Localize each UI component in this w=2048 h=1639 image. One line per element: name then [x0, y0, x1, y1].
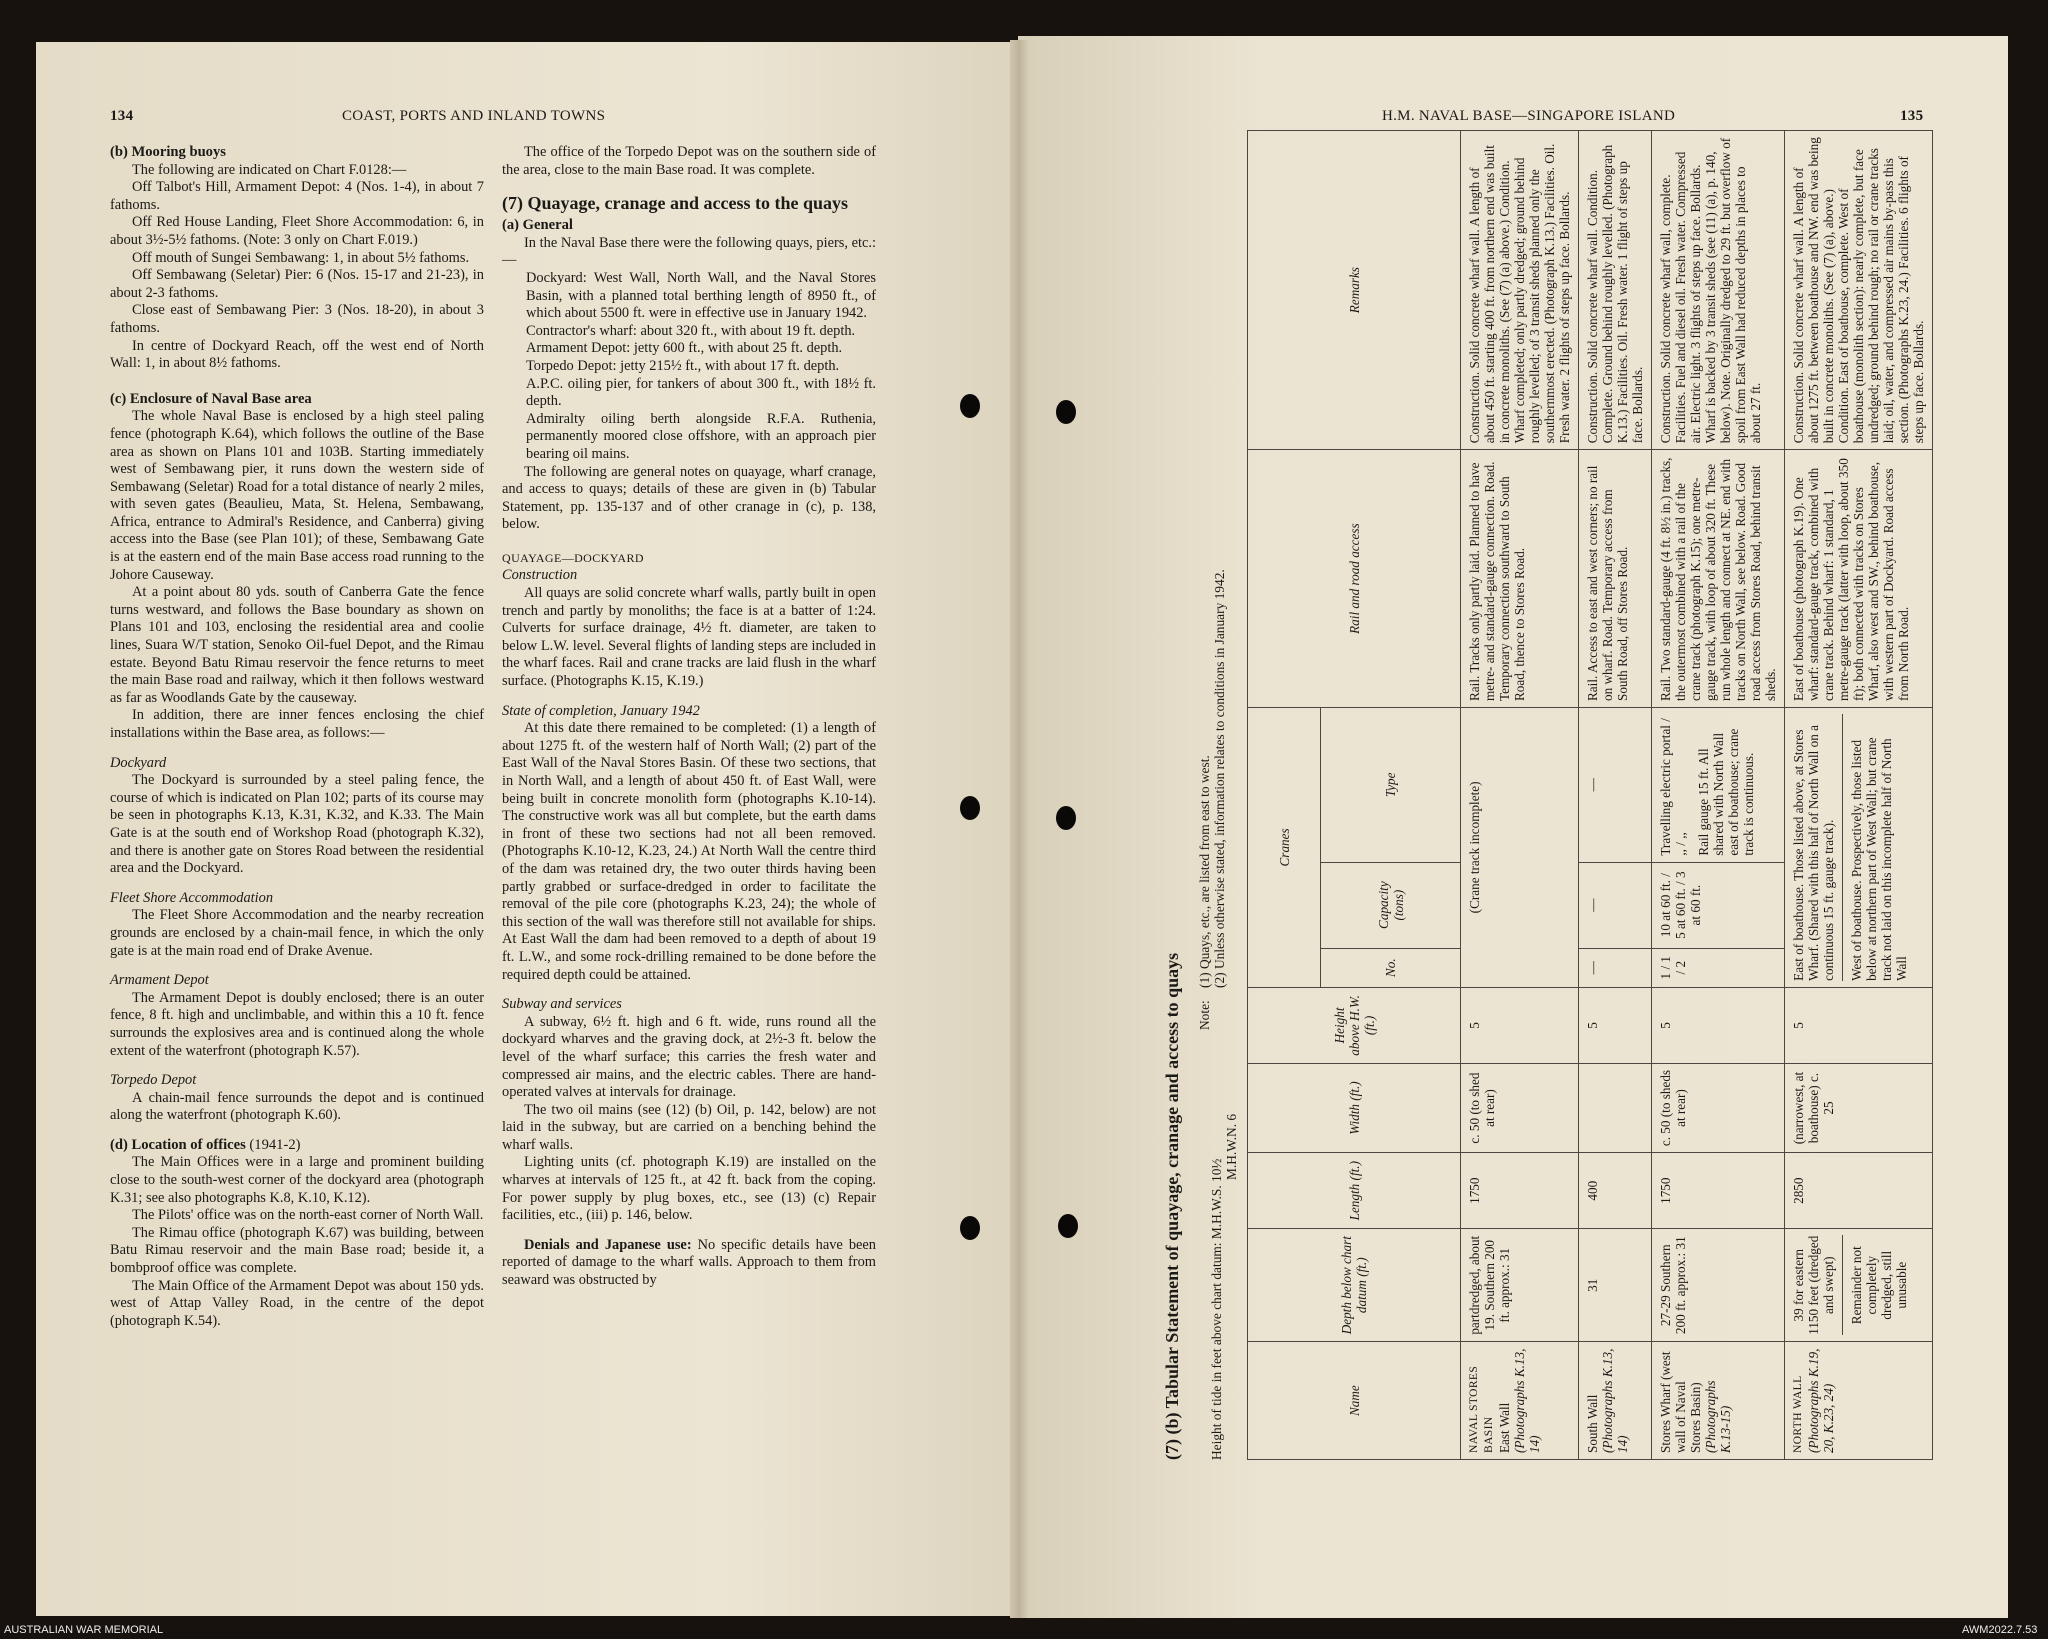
left-column-2	[502, 144, 876, 1290]
row-group: NORTH WALL	[1792, 1375, 1804, 1453]
row-width: c. 50 (to shed at rear)	[1461, 1063, 1579, 1152]
row-crane-no: 1 / 1 / 2	[1652, 948, 1785, 987]
row-length: 1750	[1652, 1153, 1785, 1229]
fleet-shore-text: The Fleet Shore Accommodation and the nearby recreation grounds are enclosed by a chain-mail fence, in which the only gate is at the main road end of Drake Avenue.	[110, 907, 484, 959]
row-name: East Wall	[1497, 1402, 1512, 1453]
row-height: 5	[1461, 987, 1579, 1063]
binder-hole	[960, 1216, 980, 1240]
footer-left: AUSTRALIAN WAR MEMORIAL	[4, 1624, 164, 1636]
row-rail: Rail. Access to east and west corners; no rail on wharf. Road. Temporary access from South Road, off Stores Road.	[1579, 450, 1652, 708]
mooring-line: In centre of Dockyard Reach, off the west end of North Wall: 1, in about 8½ fathoms.	[110, 337, 484, 372]
row-width	[1579, 1063, 1652, 1152]
binder-hole	[960, 796, 980, 820]
binder-hole	[1058, 1214, 1078, 1238]
row-remarks: Construction. Solid concrete wharf wall. A length of about 450 ft. starting 400 ft. from northern end was built in concrete monoliths. (See (7) (a) above.) Condition. Wharf completed; only partly dredged; ground behind roughly levelled; of 3 transit sheds planned only the southernmost erected. (Photograph K.13.) Facilities. Oil. Fresh water. 2 flights of steps up face. Bollards.	[1461, 131, 1579, 450]
row-depth: partdredged, about 19. Southern 200 ft. approx.: 31	[1461, 1229, 1579, 1342]
row-length: 1750	[1461, 1153, 1579, 1229]
row-crane-capacity: 10 at 60 ft. / 5 at 60 ft. / 3 at 60 ft.	[1652, 862, 1785, 948]
mooring-line: Close east of Sembawang Pier: 3 (Nos. 18-20), in about 3 fathoms.	[110, 302, 484, 336]
col-header-cranes: Cranes	[1248, 708, 1321, 988]
mooring-line: Off Talbot's Hill, Armament Depot: 4 (Nos. 1-4), in about 7 fathoms.	[110, 179, 484, 213]
quayage-table	[1247, 130, 1933, 1460]
row-depth: 31	[1579, 1229, 1652, 1342]
row-name-cell	[1461, 1342, 1579, 1460]
table-row	[1785, 131, 1933, 1460]
quay-item: Admiralty oiling berth alongside R.F.A. Ruthenia, permanently moored close offshore, with an approach pier bearing oil mains.	[526, 410, 876, 462]
quay-item: A.P.C. oiling pier, for tankers of about 300 ft., with 18½ ft. depth.	[526, 375, 876, 410]
quay-item: Contractor's wharf: about 320 ft., with about 19 ft. depth.	[526, 322, 856, 339]
dockyard-heading: Dockyard	[110, 754, 167, 771]
right-running-head: H.M. NAVAL BASE—SINGAPORE ISLAND	[1382, 108, 1676, 124]
offices-para: The Main Office of the Armament Depot was about 150 yds. west of Attap Valley Road, in the centre of the depot (photograph K.54).	[110, 1277, 484, 1329]
col-header-name: Name	[1248, 1342, 1461, 1460]
offices-para: The Rimau office (photograph K.67) was building, between Batu Rimau reservoir and the main Base road; beside it, a bombproof office was complete.	[110, 1224, 484, 1277]
mooring-line: The following are indicated on Chart F.0128:—	[132, 161, 407, 178]
col-header-crane-type: Type	[1321, 708, 1461, 863]
row-name-cell	[1785, 1342, 1933, 1460]
col-header-crane-capacity: Capacity (tons)	[1321, 862, 1461, 948]
note-1: (1) Quays, etc., are listed from east to west.	[1197, 755, 1212, 988]
mooring-line: Off Red House Landing, Fleet Shore Accommodation: 6, in about 3½-5½ fathoms. (Note: 3 only on Chart F.019.)	[110, 214, 484, 248]
table-row	[1652, 131, 1785, 1460]
note-2: (2) Unless otherwise stated, information relates to conditions in January 1942.	[1212, 569, 1227, 988]
row-group: NAVAL STORES BASIN	[1468, 1365, 1495, 1453]
row-photo: (Photographs K.13, 14)	[1512, 1348, 1542, 1453]
subway-heading: Subway and services	[502, 996, 622, 1013]
col-header-height: Height above H.W. (ft.)	[1248, 987, 1461, 1063]
offices-heading-suffix: (1941-2)	[245, 1136, 301, 1153]
row-crane-no: —	[1579, 948, 1652, 987]
table-row	[1461, 131, 1579, 1460]
row-photo: (Photographs K.19, 20, K.23, 24)	[1806, 1348, 1836, 1453]
row-remarks: Construction. Solid concrete wharf wall, complete. Facilities. Fuel and diesel oil. Fresh water. Compressed air. Electric light. 3 flights of steps up face. Bollards. Wharf is backed by 3 transit sheds (see (11) (a), p. 140, below). Note. Originally dredged to 29 ft. but overflow of spoil from East Wall had reduced depths in places to about 27 ft.	[1652, 131, 1785, 450]
row-depth: 27-29 Southern 200 ft. approx.: 31	[1652, 1229, 1785, 1342]
dockyard-text: The Dockyard is surrounded by a steel paling fence, the course of which is indicated on Plan 102; parts of its course may be seen in photographs K.13, K.31, K.32, and K.33. The Main Gate is at the south end of Workshop Road (photograph K.32), and there is another gate on Stores Road between the residential area and the Dockyard.	[110, 772, 484, 877]
fleet-shore-heading: Fleet Shore Accommodation	[110, 889, 274, 906]
row-cranes-note: East of boathouse. Those listed above, at Stores Wharf. (Shared with this half of North Wall on a continuous 15 ft. gauge track).	[1791, 725, 1836, 981]
row-remarks: Construction. Solid concrete wharf wall. Condition. Complete. Ground behind roughly levelled. (Photograph K.13.) Facilities. Oil. Fresh water. 1 flight of steps up face. Bollards.	[1579, 131, 1652, 450]
book-spine	[1010, 40, 1028, 1618]
offices-heading-text: (d) Location of offices	[110, 1136, 246, 1153]
row-cranes-note-2: West of boathouse. Prospectively, those listed below at northern part of West Wall; but crane track not laid on this incomplete half of North Wall	[1842, 714, 1909, 981]
row-height: 5	[1579, 987, 1652, 1063]
row-height: 5	[1785, 987, 1933, 1063]
quayage-section-heading: (7) Quayage, cranage and access to the quays	[502, 193, 848, 214]
enclosure-para: At a point about 80 yds. south of Canberra Gate the fence turns westward, and follows the Base boundary as shown on Plans 101 and 103, enclosing the residential area and coolie lines, Suara W/T station, Senoko Oil-fuel Depot, and the Rimau estate. Beyond Batu Rimau reservoir the fence returns to meet the main Base road and railway, which it then follows westward as far as Woodlands Gate by the causeway.	[110, 584, 484, 706]
row-depth: 39 for eastern 1150 feet (dredged and swept)	[1791, 1235, 1836, 1335]
col-header-width: Width (ft.)	[1248, 1063, 1461, 1152]
offices-para: The Main Offices were in a large and prominent building close to the south-west corner of the dockyard area (photograph K.31; see also photographs K.8, K.10, K.12).	[110, 1154, 484, 1206]
row-photo: (Photographs K.13-15)	[1703, 1380, 1733, 1453]
right-page-number: 135	[1900, 108, 1924, 124]
row-length: 2850	[1785, 1153, 1933, 1229]
offices-heading	[110, 1137, 484, 1155]
row-name: South Wall	[1585, 1394, 1600, 1453]
tide-line-2: M.H.W.N. 6	[1224, 1113, 1239, 1180]
row-rail: East of boathouse (photograph K.19). One wharf: standard-gauge track, combined with crane track. Behind wharf: 1 standard, 1 metre-gauge track (latter with loop, about 350 ft); both connected with tracks on Stores Wharf, also west and SW., behind boathouse, with western part of Dockyard. Road access from North Road.	[1785, 450, 1933, 708]
row-name-cell	[1652, 1342, 1785, 1460]
torpedo-heading: Torpedo Depot	[110, 1072, 197, 1089]
row-height: 5	[1652, 987, 1785, 1063]
state-text: At this date there remained to be completed: (1) a length of about 1275 ft. of the western half of North Wall; (2) part of the East Wall of the Naval Stores Basin. Of these two sections, that in North Wall, and a length of about 450 ft. of East Wall, were being built in concrete monolith form (photographs K.10-14). The constructive work was all but complete, but the earth dams in front of these two sections had not all been removed. (Photographs K.10-12, K.23, 24.) At North Wall the centre third of the dam was retained dry, the two outer thirds having been partly grabbed or surface-dredged in order to facilitate the removal of the pile core (photographs K.23, 24); the whole of this section of the wall was therefore still not available for ships. At East Wall the dam had been removed to a depth of about 19 ft. L.W., and some rock-drilling remained to be done before the required depth could be attained.	[502, 720, 876, 983]
enclosure-heading: (c) Enclosure of Naval Base area	[110, 390, 312, 407]
armament-heading: Armament Depot	[110, 972, 209, 989]
row-depth-2: Remainder not completely dredged, still unusable	[1842, 1235, 1909, 1335]
torpedo-text: A chain-mail fence surrounds the depot and is continued along the waterfront (photograph K.60).	[110, 1089, 484, 1124]
tabular-statement	[1162, 130, 1945, 1460]
torpedo-office-text: The office of the Torpedo Depot was on the southern side of the area, close to the main Base road. It was complete.	[502, 144, 876, 178]
subway-para: Lighting units (cf. photograph K.19) are installed on the wharves at intervals of 125 ft., at 42 ft. back from the coping. For power supply by plug boxes, etc., see (13) (c) Repair facilities, etc., (iii) p. 146, below.	[502, 1154, 876, 1224]
table-header-row	[1248, 131, 1321, 1460]
row-rail: Rail. Tracks only partly laid. Planned to have metre- and standard-gauge connection. Road. Temporary connection southward to South Road, thence to Stores Road.	[1461, 450, 1579, 708]
denials-text: No specific details have been reported of damage to the wharf walls. Approach to them from seaward was obstructed by	[502, 1236, 877, 1289]
row-crane-type-cell	[1652, 708, 1785, 863]
offices-para: The Pilots' office was on the north-east corner of North Wall.	[132, 1207, 484, 1224]
denials-para	[502, 1237, 876, 1290]
left-page-number: 134	[110, 108, 134, 124]
construction-text: All quays are solid concrete wharf walls, partly built in open trench and partly by monoliths; the face is at a batter of 1:24. Culverts for surface drainage, 4½ ft. diameter, are taken to below L.W. level. Several flights of landing steps are included in the wharf faces. Rail and crane tracks are laid flush in the wharf surface. (Photographs K.15, K.19.)	[502, 585, 876, 690]
row-crane-type: —	[1579, 708, 1652, 863]
row-name-cell	[1579, 1342, 1652, 1460]
quay-item: Dockyard: West Wall, North Wall, and the Naval Stores Basin, with a planned total berthing length of 8950 ft., of which about 5500 ft. were in effective use in January 1942.	[526, 269, 876, 322]
general-heading: (a) General	[502, 217, 573, 234]
mooring-line: Off Sembawang (Seletar) Pier: 6 (Nos. 15-17 and 21-23), in about 2-3 fathoms.	[110, 267, 484, 301]
mooring-heading: (b) Mooring buoys	[110, 144, 226, 160]
binder-hole	[1056, 400, 1076, 424]
general-text: In the Naval Base there were the following quays, piers, etc.:—	[502, 234, 876, 269]
row-length: 400	[1579, 1153, 1652, 1229]
construction-heading: Construction	[502, 567, 578, 584]
table-row	[1579, 131, 1652, 1460]
state-heading: State of completion, January 1942	[502, 702, 700, 719]
binder-hole	[960, 394, 980, 418]
mooring-line: Off mouth of Sungei Sembawang: 1, in about 5½ fathoms.	[132, 249, 470, 266]
binder-hole	[1056, 806, 1076, 830]
denials-heading: Denials and Japanese use:	[524, 1236, 692, 1253]
enclosure-para: The whole Naval Base is enclosed by a high steel paling fence (photograph K.64), which follows the outline of the Base area as shown on Plans 101 and 103B. Starting immediately west of Sembawang pier, it runs down the western side of Sembawang (Seletar) Road for a total distance of nearly 2 miles, with seven gates (Beaulieu, Mata, St. Helena, Sembawang, Africa, entrance to Admiral's Residence, and Canberra) giving access into the Base (see Plan 101); of these, Sembawang Gate is at the eastern end of the main Base access road running to the Johore Causeway.	[110, 408, 484, 583]
left-running-head: COAST, PORTS AND INLAND TOWNS	[342, 108, 606, 124]
table-title: (7) (b) Tabular Statement of quayage, cranage and access to quays	[1162, 952, 1182, 1460]
footer-right: AWM2022.7.53	[1962, 1624, 2038, 1636]
row-photo: (Photographs K.13, 14)	[1600, 1348, 1630, 1453]
row-crane-capacity: —	[1579, 862, 1652, 948]
row-cranes-note: (Crane track incomplete)	[1461, 708, 1579, 988]
row-rail: Rail. Two standard-gauge (4 ft. 8½ in.) tracks, the outermost combined with a rail of the crane track (photograph K.15); one metre-gauge track, with loop of about 320 ft. These run whole length and connect at NE. end with tracks on North Wall, see below. Road. Good road access from Stores Road, behind transit sheds.	[1652, 450, 1785, 708]
quay-item: Torpedo Depot: jetty 215½ ft., with about 17 ft. depth.	[526, 357, 840, 374]
left-column-1	[110, 144, 484, 1330]
col-header-rail: Rail and road access	[1248, 450, 1461, 708]
row-remarks: Construction. Solid concrete wharf wall. A length of about 1275 ft. between boathouse and NW. end was being built in concrete monoliths. (See (7) (a), above.) Condition. East of boathouse, complete. West of boathouse (monolith section): nearly complete, but face undredged; ground behind rough; no rail or crane tracks laid; oil, water, and compressed air mains by-pass this section. (Photographs K.23, 24.) Facilities. 6 flights of steps up face. Bollards.	[1785, 131, 1933, 450]
enclosure-para: In addition, there are inner fences enclosing the chief installations within the Base area, as follows:—	[110, 707, 484, 741]
subway-para: The two oil mains (see (12) (b) Oil, p. 142, below) are not laid in the subway, but are carried on a benching behind the wharf walls.	[502, 1101, 876, 1153]
row-width: (narrowest, at boathouse) c. 25	[1785, 1063, 1933, 1152]
quay-item: Armament Depot: jetty 600 ft., with about 25 ft. depth.	[526, 340, 843, 357]
general-notes-text: The following are general notes on quayage, wharf cranage, and access to quays; details of these are given in (b) Tabular Statement, pp. 135-137 and of other cranage in (c), p. 138, below.	[502, 463, 876, 533]
col-header-depth: Depth below chart datum (ft.)	[1248, 1229, 1461, 1342]
col-header-crane-no: No.	[1321, 948, 1461, 987]
row-cranes-note: Rail gauge 15 ft. All shared with North Wall east of boathouse; crane track is continuous.	[1696, 728, 1756, 856]
quayage-dockyard-heading: QUAYAGE—DOCKYARD	[502, 550, 644, 565]
row-cranes-cell	[1785, 708, 1933, 988]
row-width: c. 50 (to sheds at rear)	[1652, 1063, 1785, 1152]
armament-text: The Armament Depot is doubly enclosed; there is an outer fence, 8 ft. high and unclimbable, and within this a 10 ft. fence surrounds the explosives area and is continued along the whole extent of the waterfront (photograph K.57).	[110, 989, 484, 1059]
note-label: Note:	[1197, 1000, 1212, 1030]
row-name: Stores Wharf (west wall of Naval Stores Basin)	[1658, 1351, 1703, 1453]
tide-line-1: Height of tide in feet above chart datum: M.H.W.S. 10½	[1209, 1158, 1224, 1460]
col-header-length: Length (ft.)	[1248, 1153, 1461, 1229]
row-depth-cell	[1785, 1229, 1933, 1342]
row-crane-type: Travelling electric portal / ,, / ,,	[1658, 718, 1688, 856]
col-header-remarks: Remarks	[1248, 131, 1461, 450]
subway-para: A subway, 6½ ft. high and 6 ft. wide, runs round all the dockyard wharves and the graving dock, at 2½-3 ft. below the level of the wharf surface; this carries the fresh water and compressed air mains, and the electric cables. There are hand-operated valves at intervals for drainage.	[502, 1013, 876, 1101]
